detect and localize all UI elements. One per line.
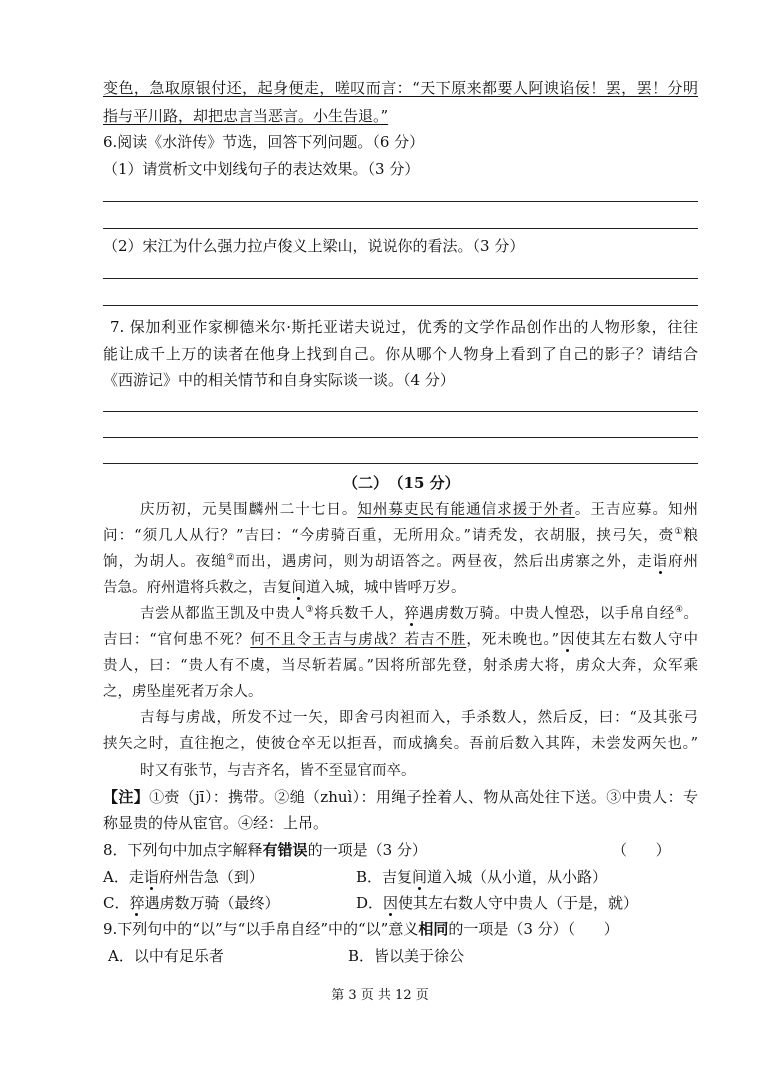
passage-text: 吉尝从都监王凯及中贵人 [140, 606, 306, 622]
option-a: A．以中有足乐者 [108, 947, 224, 965]
emphasis-text: 相同 [418, 920, 449, 938]
passage-line [103, 551, 698, 573]
underlined-sentence: 知州募吏民有能通信求援于外者 [357, 502, 575, 518]
footnote-marker: ② [226, 553, 236, 563]
passage-line: 挟矢之时，直往抱之，使彼仓卒无以拒吾，而成擒矣。吾前后数入其阵，未尝发两矢也。” [103, 736, 698, 752]
option-text: 遇虏数万骑（最终） [144, 894, 280, 912]
passage-text: 吉曰：“官何患不死？ [103, 632, 251, 648]
passage-line: 时又有张节，与吉齐名，皆不至显官而卒。 [140, 763, 416, 779]
dotted-character: 猝 [129, 894, 145, 912]
passage-text: 遇虏数万骑。中贵人惶恐，以手帛自经 [419, 606, 675, 622]
question-text: 的一项是（3 分）（ ） [448, 920, 619, 938]
answer-line [103, 463, 698, 464]
answer-line [103, 278, 698, 279]
section-label: （二） [343, 474, 389, 492]
option-c [103, 892, 280, 914]
passage-text: 将兵数千人， [314, 606, 405, 622]
footnote-marker: ③ [305, 605, 315, 615]
option-text: C． [103, 894, 130, 912]
passage-line: 之，虏坠崖死者万余人。 [103, 684, 263, 700]
notes-tag: 【注】 [103, 788, 150, 806]
option-b: B．皆以美于徐公 [348, 947, 465, 965]
underlined-sentence: 何不且令王吉与虏战？若吉不胜 [250, 632, 467, 648]
option-text: B．吉复 [356, 868, 413, 886]
answer-line [103, 228, 698, 229]
question-7-line-2: 能让成千上万的读者在他身上找到自己。你从哪个人物身上看到了自己的影子？请结合 [103, 345, 698, 363]
passage-text: 道入城，城中皆呼万岁。 [306, 580, 466, 596]
passage-text: 庆历初，元昊围麟州二十七日。 [140, 502, 358, 518]
question-7-line-3: 《西游记》中的相关情节和自身实际谈一谈。（4 分） [103, 371, 455, 389]
question-6-stem: 6.阅读《水浒传》节选，回答下列问题。（6 分） [103, 133, 425, 151]
notes-line-1 [103, 786, 698, 808]
option-text: 使其左右数人守中贵人（于是，就） [398, 894, 639, 912]
dotted-character: 间 [412, 868, 428, 886]
passage-line [103, 577, 466, 599]
page-number: 第 3 页 共 12 页 [331, 988, 429, 1003]
answer-line [103, 411, 698, 412]
question-text: 的一项是（3 分） [307, 841, 427, 859]
option-a [103, 866, 264, 888]
dotted-character: 猝 [404, 606, 420, 622]
passage-line [103, 629, 698, 651]
excerpt-line-1: 变色，急取原银付还，起身便走，嗟叹而言：“天下原来都要人阿谀谄佞！罢，罢！分明 [103, 79, 698, 97]
option-text: 道入城（从小道，从小路） [427, 868, 608, 886]
section-heading [343, 472, 460, 494]
passage-text: 使其左右数人守中 [575, 632, 699, 648]
excerpt-line-2: 指与平川路，却把忠言当恶言。小生告退。” [103, 107, 389, 125]
dotted-character: 因 [559, 632, 576, 648]
question-7-line-1: 7. 保加利亚作家柳德米尔·斯托亚诺夫说过，优秀的文学作品创作出的人物形象，往往 [110, 318, 698, 336]
question-text: 8．下列句中加点字解释 [103, 841, 263, 859]
question-text: 9.下列句中的“以”与“以手帛自经”中的“以”意义 [103, 920, 419, 938]
passage-text: ，死未晚也。” [466, 632, 560, 648]
question-6-sub-1: （1）请赏析文中划线句子的表达效果。（3 分） [103, 160, 420, 178]
dotted-character: 诣 [143, 868, 159, 886]
passage-line [140, 499, 698, 521]
question-6-sub-2: （2）宋江为什么强力拉卢俊义上梁山，说说你的看法。（3 分） [103, 237, 525, 255]
answer-line [103, 305, 698, 306]
emphasis-text: 有错误 [262, 841, 308, 859]
notes-line-2: 称显贵的侍从宦官。④经：上吊。 [103, 814, 329, 832]
answer-line [103, 201, 698, 202]
notes-text: ①赍（jī）：携带。②缒（zhuì）：用绳子拴着人、物从高处往下送。③中贵人：专 [149, 788, 698, 806]
passage-line: 贵人，曰：“贵人有不虞，当尽斩若属。”因将所部先登，射杀虏大将，虏众大奔，众军乘 [103, 658, 698, 674]
passage-text: 问：“须几人从行？”吉曰：“今虏骑百重，无所用众。”请秃发，衣胡服，挟弓矢，赍 [103, 528, 675, 544]
passage-text: 粮 [683, 528, 698, 544]
option-text: 府州告急（到） [158, 868, 264, 886]
option-b [356, 866, 607, 888]
passage-text: 府州 [668, 554, 699, 570]
passage-text: 饷，为胡人。夜缒 [103, 554, 227, 570]
dotted-character: 诣 [652, 554, 669, 570]
passage-text: 。王吉应募。知州 [574, 502, 699, 518]
dotted-character: 间 [291, 580, 306, 596]
option-d [356, 892, 638, 914]
passage-text: 告急。府州遣将兵救之，吉复 [103, 580, 292, 596]
option-text: A．走 [103, 868, 144, 886]
answer-bracket: （ ） [612, 841, 671, 859]
passage-text: 。 [683, 606, 699, 622]
passage-line [140, 603, 698, 625]
passage-line [103, 525, 698, 547]
question-9-stem [103, 918, 619, 940]
section-score: （15 分） [396, 474, 460, 492]
dotted-character: 因 [383, 894, 399, 912]
answer-line [103, 437, 698, 438]
passage-line: 吉每与虏战，所发不过一矢，即舍弓肉袒而入，手杀数人，然后反，曰：“及其张弓 [140, 710, 698, 726]
footnote-marker: ① [674, 527, 684, 537]
passage-text: 而出，遇虏问，则为胡语答之。两昼夜，然后出虏寨之外，走 [235, 554, 653, 570]
option-text: D． [356, 894, 384, 912]
question-8-stem [103, 839, 427, 861]
footnote-marker: ④ [674, 605, 684, 615]
